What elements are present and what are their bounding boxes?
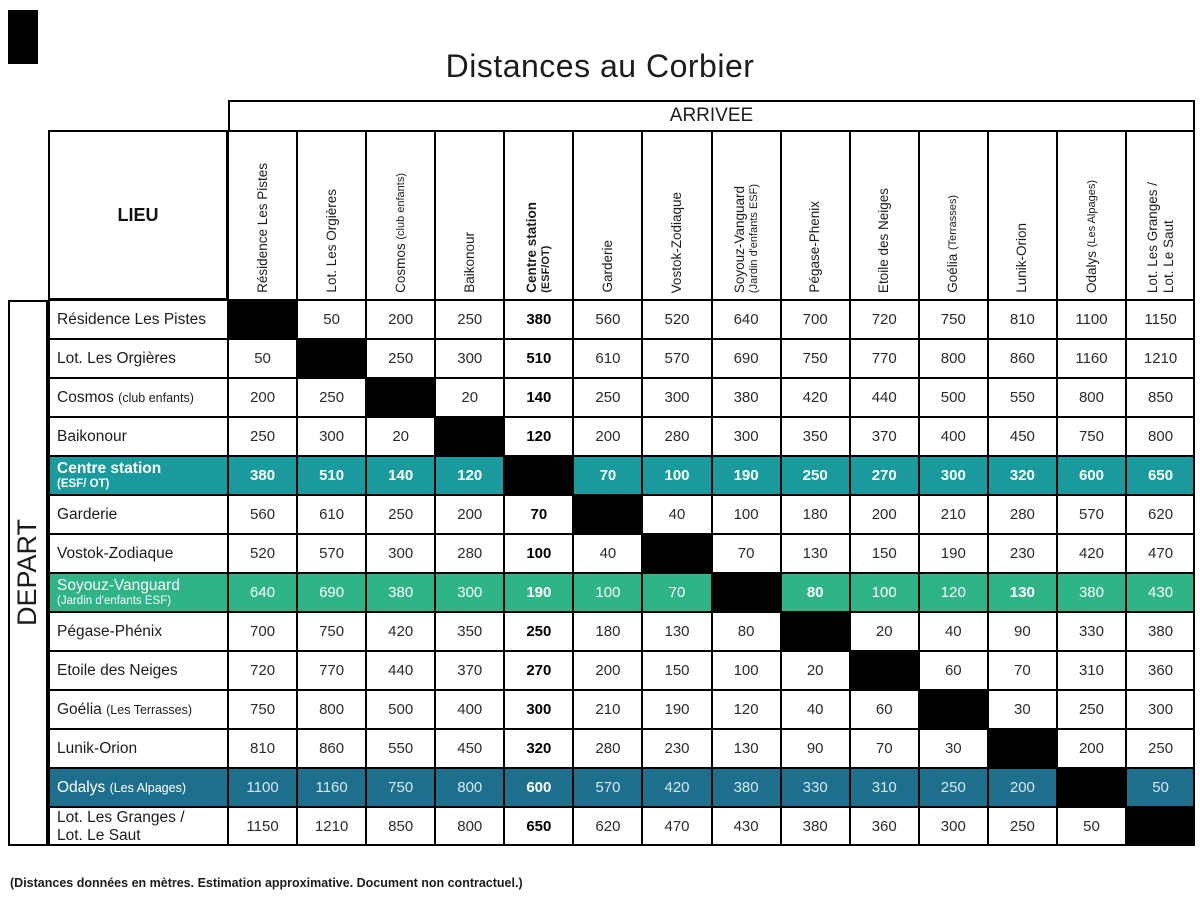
distance-cell: 510 xyxy=(297,456,366,495)
distance-cell: 550 xyxy=(366,729,435,768)
distance-cell: 600 xyxy=(1057,456,1126,495)
distance-cell: 800 xyxy=(435,807,504,846)
row-label: Pégase-Phénix xyxy=(48,612,228,651)
diagonal-cell xyxy=(781,612,850,651)
distance-cell: 420 xyxy=(642,768,711,807)
distance-cell: 330 xyxy=(1057,612,1126,651)
distance-cell: 40 xyxy=(781,690,850,729)
distance-cell: 300 xyxy=(504,690,573,729)
distance-cell: 610 xyxy=(573,339,642,378)
distance-cell: 120 xyxy=(919,573,988,612)
distance-cell: 640 xyxy=(712,300,781,339)
depart-header-band xyxy=(8,300,48,846)
row-label: Odalys (Les Alpages) xyxy=(48,768,228,807)
distance-cell: 130 xyxy=(988,573,1057,612)
distance-cell: 60 xyxy=(850,690,919,729)
column-header xyxy=(781,130,850,300)
column-header-label: Cosmos (club enfants) xyxy=(392,173,408,293)
distance-cell: 70 xyxy=(504,495,573,534)
table-row xyxy=(48,651,1195,690)
column-header xyxy=(642,130,711,300)
distance-cell: 300 xyxy=(642,378,711,417)
distance-cell: 70 xyxy=(850,729,919,768)
distance-cell: 250 xyxy=(366,495,435,534)
distance-cell: 750 xyxy=(228,690,297,729)
table-row xyxy=(48,339,1195,378)
distance-cell: 270 xyxy=(504,651,573,690)
lieu-label: LIEU xyxy=(117,204,159,225)
distance-cell: 800 xyxy=(919,339,988,378)
distance-cell: 130 xyxy=(642,612,711,651)
distance-cell: 1160 xyxy=(297,768,366,807)
distance-cell: 470 xyxy=(642,807,711,846)
distance-cell: 250 xyxy=(228,417,297,456)
distance-cell: 230 xyxy=(988,534,1057,573)
distance-cell: 310 xyxy=(850,768,919,807)
column-header-label: Soyouz-Vanguard (Jardin d'enfants ESF) xyxy=(731,183,760,293)
distance-cell: 250 xyxy=(297,378,366,417)
distance-cell: 380 xyxy=(712,768,781,807)
distance-cell: 100 xyxy=(712,495,781,534)
page-title: Distances au Corbier xyxy=(445,48,755,84)
distance-cell: 380 xyxy=(228,456,297,495)
distance-cell: 800 xyxy=(1057,378,1126,417)
distance-cell: 1210 xyxy=(1126,339,1195,378)
distance-cell: 470 xyxy=(1126,534,1195,573)
table-row xyxy=(48,378,1195,417)
column-header xyxy=(988,130,1057,300)
distance-cell: 450 xyxy=(988,417,1057,456)
distance-cell: 450 xyxy=(435,729,504,768)
distance-cell: 100 xyxy=(504,534,573,573)
distance-cell: 1150 xyxy=(228,807,297,846)
table-row xyxy=(48,456,1195,495)
distance-cell: 750 xyxy=(1057,417,1126,456)
diagonal-cell xyxy=(1057,768,1126,807)
distance-cell: 120 xyxy=(504,417,573,456)
distance-cell: 250 xyxy=(781,456,850,495)
diagonal-cell xyxy=(504,456,573,495)
arrivee-label: ARRIVEE xyxy=(669,105,754,126)
distance-cell: 230 xyxy=(642,729,711,768)
distance-cell: 300 xyxy=(297,417,366,456)
distance-cell: 50 xyxy=(1126,768,1195,807)
column-header-label: Lunik-Orion xyxy=(1014,223,1030,293)
column-header-label: Odalys (Les Alpages) xyxy=(1083,179,1099,293)
column-header-label: Vostok-Zodiaque xyxy=(669,191,685,293)
column-header xyxy=(297,130,366,300)
column-header-label: Pégase-Phenix xyxy=(807,201,823,293)
column-header xyxy=(435,130,504,300)
distance-cell: 350 xyxy=(781,417,850,456)
distance-cell: 650 xyxy=(1126,456,1195,495)
row-label: Garderie xyxy=(48,495,228,534)
distance-cell: 180 xyxy=(573,612,642,651)
distance-cell: 570 xyxy=(1057,495,1126,534)
distance-cell: 20 xyxy=(781,651,850,690)
distance-cell: 100 xyxy=(850,573,919,612)
distance-cell: 770 xyxy=(850,339,919,378)
distance-cell: 210 xyxy=(573,690,642,729)
distance-cell: 370 xyxy=(435,651,504,690)
distance-cell: 610 xyxy=(297,495,366,534)
distance-cell: 500 xyxy=(366,690,435,729)
distance-cell: 620 xyxy=(573,807,642,846)
distance-cell: 380 xyxy=(366,573,435,612)
distance-cell: 250 xyxy=(988,807,1057,846)
table-row xyxy=(48,534,1195,573)
distance-cell: 600 xyxy=(504,768,573,807)
lieu-cell xyxy=(48,130,228,300)
distance-cell: 430 xyxy=(1126,573,1195,612)
distance-cell: 380 xyxy=(504,300,573,339)
distance-cell: 380 xyxy=(781,807,850,846)
distance-cell: 720 xyxy=(850,300,919,339)
table-body xyxy=(48,300,1195,846)
table-row xyxy=(48,690,1195,729)
diagonal-cell xyxy=(712,573,781,612)
distance-cell: 320 xyxy=(504,729,573,768)
distance-cell: 850 xyxy=(366,807,435,846)
distance-cell: 200 xyxy=(573,417,642,456)
distance-cell: 140 xyxy=(366,456,435,495)
column-header-label: Résidence Les Pistes xyxy=(254,163,270,293)
arrivee-header-band xyxy=(228,100,1195,132)
distance-cell: 400 xyxy=(919,417,988,456)
row-label: Etoile des Neiges xyxy=(48,651,228,690)
distance-cell: 300 xyxy=(712,417,781,456)
column-header-label: Baikonour xyxy=(461,232,477,293)
distance-cell: 690 xyxy=(297,573,366,612)
distance-cell: 150 xyxy=(850,534,919,573)
distance-cell: 60 xyxy=(919,651,988,690)
diagonal-cell xyxy=(228,300,297,339)
distance-cell: 250 xyxy=(573,378,642,417)
column-header-label: Lot. Les Granges / Lot. Le Saut xyxy=(1144,181,1176,293)
distance-cell: 250 xyxy=(366,339,435,378)
distance-cell: 250 xyxy=(504,612,573,651)
distance-cell: 210 xyxy=(919,495,988,534)
footer-note: (Distances données en mètres. Estimation approximative. Document non contractuel.) xyxy=(10,876,523,890)
column-header xyxy=(919,130,988,300)
distance-cell: 250 xyxy=(919,768,988,807)
distance-cell: 250 xyxy=(1126,729,1195,768)
row-label: Lot. Les Orgières xyxy=(48,339,228,378)
distance-cell: 810 xyxy=(228,729,297,768)
distance-cell: 200 xyxy=(850,495,919,534)
distance-cell: 360 xyxy=(1126,651,1195,690)
distance-cell: 190 xyxy=(642,690,711,729)
column-header xyxy=(228,130,297,300)
distance-cell: 100 xyxy=(642,456,711,495)
column-header xyxy=(504,130,573,300)
distance-cell: 200 xyxy=(366,300,435,339)
distance-cell: 750 xyxy=(781,339,850,378)
distance-cell: 500 xyxy=(919,378,988,417)
distance-cell: 380 xyxy=(1057,573,1126,612)
distance-cell: 30 xyxy=(988,690,1057,729)
distance-cell: 560 xyxy=(573,300,642,339)
distance-cell: 280 xyxy=(642,417,711,456)
distance-cell: 70 xyxy=(712,534,781,573)
distance-cell: 280 xyxy=(988,495,1057,534)
distance-cell: 570 xyxy=(642,339,711,378)
row-label: Centre station (ESF/ OT) xyxy=(48,456,228,495)
diagonal-cell xyxy=(642,534,711,573)
distance-cell: 750 xyxy=(366,768,435,807)
distance-cell: 770 xyxy=(297,651,366,690)
distance-cell: 80 xyxy=(781,573,850,612)
distance-cell: 300 xyxy=(366,534,435,573)
diagonal-cell xyxy=(988,729,1057,768)
column-header xyxy=(1057,130,1126,300)
distance-cell: 310 xyxy=(1057,651,1126,690)
column-header xyxy=(850,130,919,300)
distance-cell: 650 xyxy=(504,807,573,846)
distance-cell: 1100 xyxy=(228,768,297,807)
table-row xyxy=(48,417,1195,456)
distance-cell: 750 xyxy=(919,300,988,339)
distance-table xyxy=(48,130,1195,846)
column-header-label: Goélia (Terrasses) xyxy=(945,195,961,293)
distance-cell: 570 xyxy=(573,768,642,807)
distance-cell: 300 xyxy=(919,807,988,846)
distance-cell: 400 xyxy=(435,690,504,729)
distance-cell: 250 xyxy=(1057,690,1126,729)
header-row xyxy=(48,130,1195,300)
row-label: Soyouz-Vanguard (Jardin d'enfants ESF) xyxy=(48,573,228,612)
distance-cell: 270 xyxy=(850,456,919,495)
row-label: Vostok-Zodiaque xyxy=(48,534,228,573)
distance-cell: 200 xyxy=(1057,729,1126,768)
diagonal-cell xyxy=(573,495,642,534)
distance-cell: 1150 xyxy=(1126,300,1195,339)
table-row xyxy=(48,729,1195,768)
row-label: Goélia (Les Terrasses) xyxy=(48,690,228,729)
distance-cell: 320 xyxy=(988,456,1057,495)
distance-cell: 350 xyxy=(435,612,504,651)
distance-cell: 1210 xyxy=(297,807,366,846)
distance-cell: 190 xyxy=(919,534,988,573)
distance-cell: 800 xyxy=(297,690,366,729)
distance-cell: 140 xyxy=(504,378,573,417)
distance-cell: 50 xyxy=(1057,807,1126,846)
distance-cell: 50 xyxy=(228,339,297,378)
distance-cell: 370 xyxy=(850,417,919,456)
diagonal-cell xyxy=(850,651,919,690)
depart-label: DEPART xyxy=(12,519,43,627)
distance-cell: 440 xyxy=(850,378,919,417)
distance-cell: 690 xyxy=(712,339,781,378)
distance-cell: 380 xyxy=(1126,612,1195,651)
distance-cell: 100 xyxy=(573,573,642,612)
distance-cell: 860 xyxy=(988,339,1057,378)
distance-cell: 190 xyxy=(504,573,573,612)
distance-cell: 100 xyxy=(712,651,781,690)
distance-cell: 40 xyxy=(642,495,711,534)
diagonal-cell xyxy=(435,417,504,456)
diagonal-cell xyxy=(366,378,435,417)
diagonal-cell xyxy=(1126,807,1195,846)
distance-cell: 20 xyxy=(435,378,504,417)
row-label: Résidence Les Pistes xyxy=(48,300,228,339)
distance-cell: 850 xyxy=(1126,378,1195,417)
distance-cell: 120 xyxy=(712,690,781,729)
distance-cell: 700 xyxy=(228,612,297,651)
row-label: Baikonour xyxy=(48,417,228,456)
distance-cell: 720 xyxy=(228,651,297,690)
distance-cell: 420 xyxy=(781,378,850,417)
row-label: Lot. Les Granges / Lot. Le Saut xyxy=(48,807,228,846)
distance-cell: 570 xyxy=(297,534,366,573)
distance-cell: 150 xyxy=(642,651,711,690)
table-row xyxy=(48,573,1195,612)
distance-cell: 510 xyxy=(504,339,573,378)
distance-cell: 20 xyxy=(850,612,919,651)
column-header xyxy=(712,130,781,300)
diagonal-cell xyxy=(297,339,366,378)
distance-cell: 420 xyxy=(366,612,435,651)
distance-cell: 620 xyxy=(1126,495,1195,534)
distance-cell: 30 xyxy=(919,729,988,768)
row-label: Lunik-Orion xyxy=(48,729,228,768)
distance-cell: 200 xyxy=(228,378,297,417)
distance-cell: 640 xyxy=(228,573,297,612)
distance-cell: 40 xyxy=(919,612,988,651)
distance-cell: 70 xyxy=(573,456,642,495)
diagonal-cell xyxy=(919,690,988,729)
distance-cell: 70 xyxy=(642,573,711,612)
distance-cell: 360 xyxy=(850,807,919,846)
distance-cell: 280 xyxy=(573,729,642,768)
distance-cell: 800 xyxy=(1126,417,1195,456)
table-row xyxy=(48,807,1195,846)
distance-cell: 70 xyxy=(988,651,1057,690)
distance-cell: 200 xyxy=(573,651,642,690)
distance-cell: 810 xyxy=(988,300,1057,339)
distance-cell: 90 xyxy=(781,729,850,768)
distance-cell: 50 xyxy=(297,300,366,339)
distance-cell: 420 xyxy=(1057,534,1126,573)
distance-cell: 190 xyxy=(712,456,781,495)
distance-cell: 1100 xyxy=(1057,300,1126,339)
distance-cell: 440 xyxy=(366,651,435,690)
distance-cell: 40 xyxy=(573,534,642,573)
distance-cell: 330 xyxy=(781,768,850,807)
column-header xyxy=(1126,130,1195,300)
distance-cell: 200 xyxy=(435,495,504,534)
distance-cell: 300 xyxy=(1126,690,1195,729)
column-header-label: Etoile des Neiges xyxy=(876,187,892,293)
distance-cell: 300 xyxy=(919,456,988,495)
distance-cell: 300 xyxy=(435,339,504,378)
column-header xyxy=(366,130,435,300)
distance-cell: 130 xyxy=(781,534,850,573)
column-header-label: Garderie xyxy=(599,240,615,293)
column-header-label: Lot. Les Orgières xyxy=(323,189,339,293)
distance-cell: 120 xyxy=(435,456,504,495)
distance-cell: 130 xyxy=(712,729,781,768)
table-row xyxy=(48,768,1195,807)
column-header xyxy=(573,130,642,300)
column-header-label: Centre station (ESF/OT) xyxy=(524,202,553,293)
distance-cell: 750 xyxy=(297,612,366,651)
distance-cell: 520 xyxy=(228,534,297,573)
distance-cell: 300 xyxy=(435,573,504,612)
distance-cell: 250 xyxy=(435,300,504,339)
distance-cell: 380 xyxy=(712,378,781,417)
distance-cell: 80 xyxy=(712,612,781,651)
distance-cell: 520 xyxy=(642,300,711,339)
distance-cell: 1160 xyxy=(1057,339,1126,378)
distance-cell: 200 xyxy=(988,768,1057,807)
distance-cell: 800 xyxy=(435,768,504,807)
distance-cell: 180 xyxy=(781,495,850,534)
table-row xyxy=(48,495,1195,534)
distance-cell: 90 xyxy=(988,612,1057,651)
distance-cell: 860 xyxy=(297,729,366,768)
row-label: Cosmos (club enfants) xyxy=(48,378,228,417)
distance-cell: 280 xyxy=(435,534,504,573)
distance-cell: 20 xyxy=(366,417,435,456)
distance-cell: 430 xyxy=(712,807,781,846)
distance-cell: 550 xyxy=(988,378,1057,417)
table-row xyxy=(48,612,1195,651)
table-row xyxy=(48,300,1195,339)
distance-cell: 700 xyxy=(781,300,850,339)
distance-cell: 560 xyxy=(228,495,297,534)
